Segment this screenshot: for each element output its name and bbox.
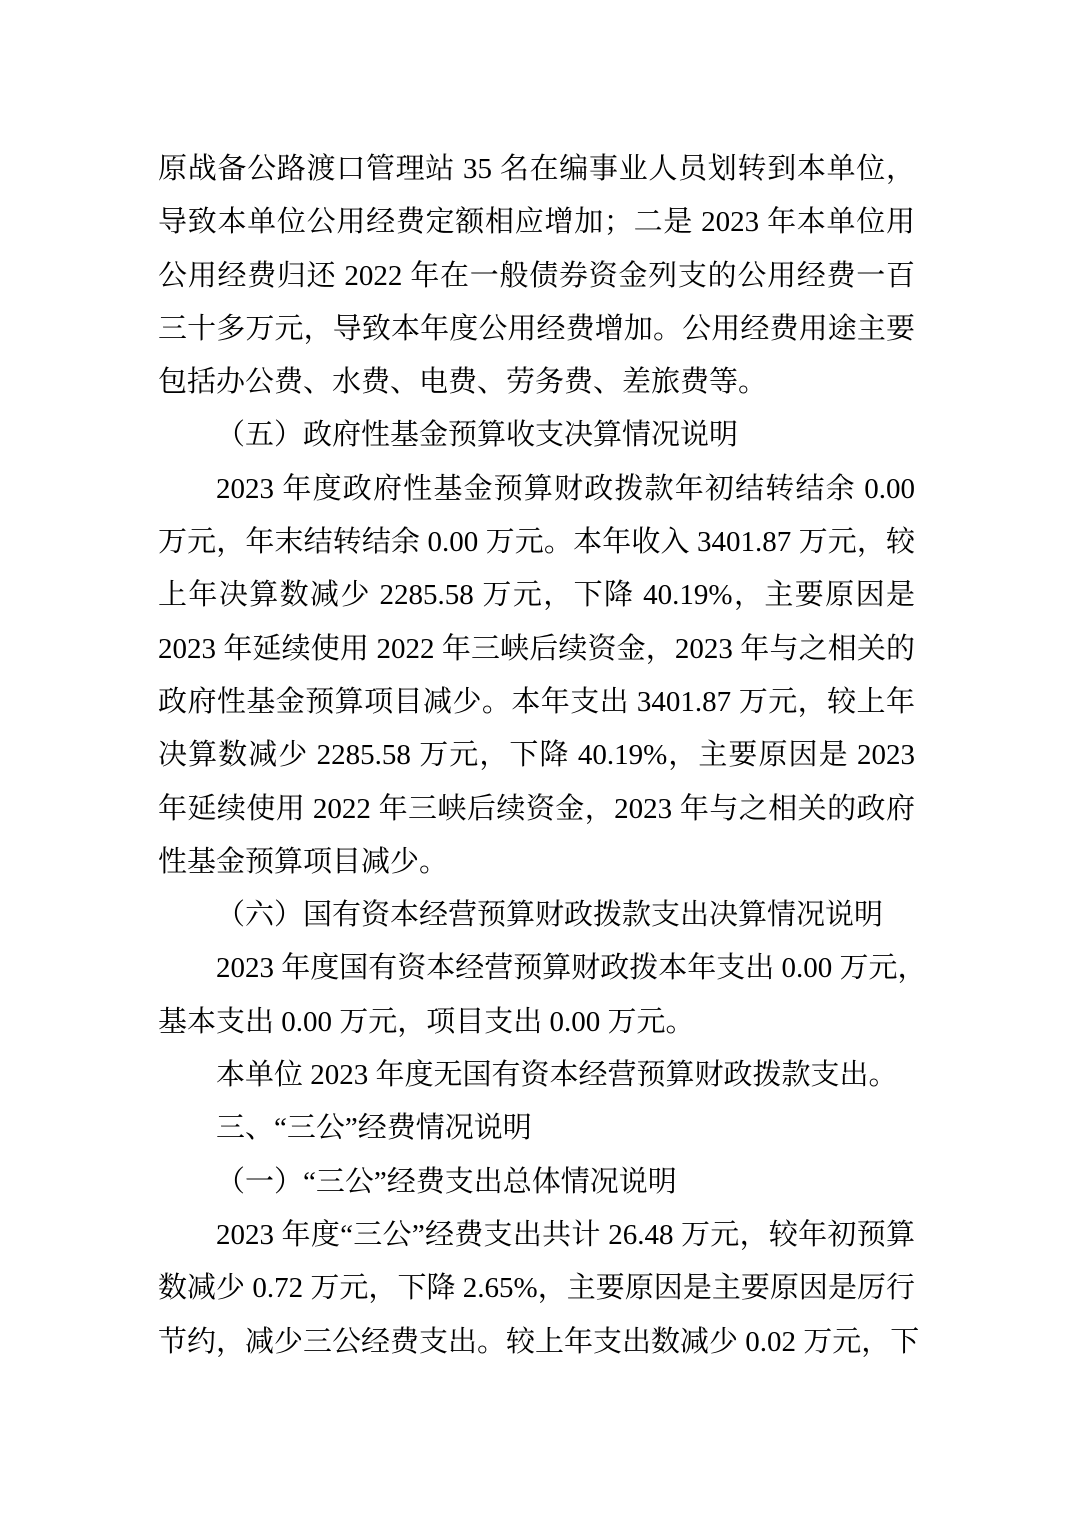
text-line: 导致本单位公用经费定额相应增加；二是 2023 年本单位用 — [158, 206, 915, 239]
section-heading: （五）政府性基金预算收支决算情况说明 — [216, 419, 739, 452]
section-heading: 三、“三公”经费情况说明 — [216, 1112, 532, 1145]
text-line: 本单位 2023 年度无国有资本经营预算财政拨款支出。 — [216, 1059, 898, 1092]
text-line: 原战备公路渡口管理站 35 名在编事业人员划转到本单位， — [158, 153, 915, 185]
text-line: 包括办公费、水费、电费、劳务费、差旅费等。 — [158, 366, 768, 399]
text-line: 2023 年度政府性基金预算财政拨款年初结转结余 0.00 — [216, 472, 915, 505]
text-line: 政府性基金预算项目减少。本年支出 3401.87 万元，较上年 — [158, 685, 915, 718]
text-line: 2023 年度国有资本经营预算财政拨本年支出 0.00 万元， — [216, 952, 927, 985]
text-line: 节约，减少三公经费支出。较上年支出数减少 0.02 万元，下 — [158, 1325, 920, 1358]
text-line: 公用经费归还 2022 年在一般债券资金列支的公用经费一百 — [158, 259, 915, 292]
text-line: 2023 年延续使用 2022 年三峡后续资金，2023 年与之相关的 — [158, 632, 915, 665]
text-line: 上年决算数减少 2285.58 万元，下降 40.19%，主要原因是 — [158, 579, 915, 612]
document-body-text — [158, 143, 927, 1369]
text-line: 基本支出 0.00 万元，项目支出 0.00 万元。 — [158, 1005, 695, 1038]
section-heading: （一）“三公”经费支出总体情况说明 — [216, 1165, 677, 1198]
text-line: 2023 年度“三公”经费支出共计 26.48 万元，较年初预算 — [216, 1218, 915, 1251]
text-line: 年延续使用 2022 年三峡后续资金，2023 年与之相关的政府 — [158, 792, 915, 825]
text-line: 三十多万元，导致本年度公用经费增加。公用经费用途主要 — [158, 312, 915, 345]
text-line: 万元，年末结转结余 0.00 万元。本年收入 3401.87 万元，较 — [158, 526, 915, 559]
text-line: 性基金预算项目减少。 — [158, 845, 449, 878]
text-line: 数减少 0.72 万元，下降 2.65%，主要原因是主要原因是厉行 — [158, 1272, 915, 1305]
section-heading: （六）国有资本经营预算财政拨款支出决算情况说明 — [216, 899, 884, 932]
text-line: 决算数减少 2285.58 万元，下降 40.19%，主要原因是 2023 — [158, 739, 915, 772]
